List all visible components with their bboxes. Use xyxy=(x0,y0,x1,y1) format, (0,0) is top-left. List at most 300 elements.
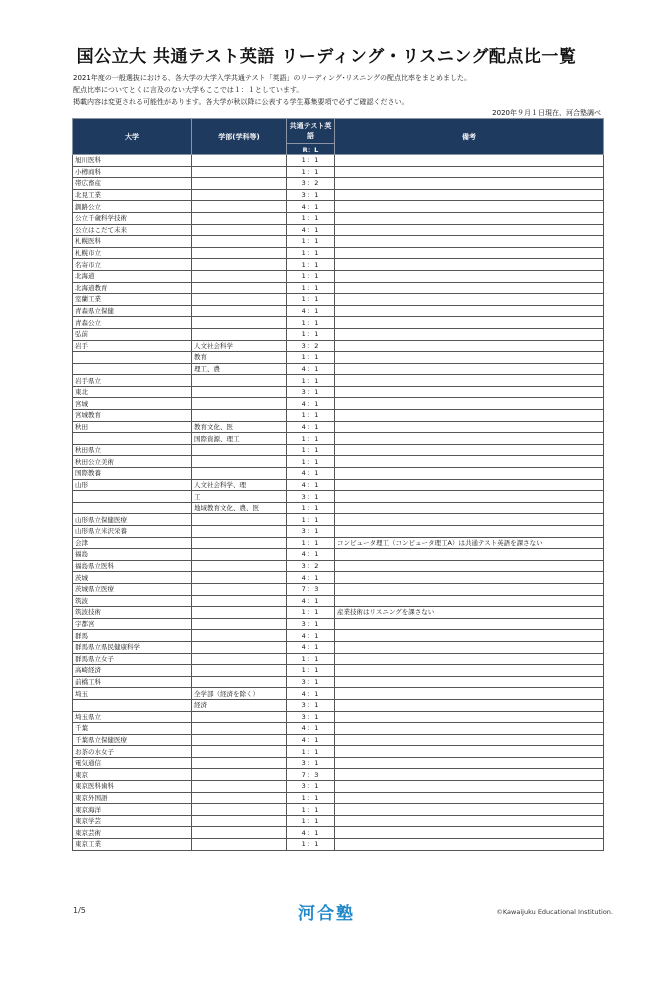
table-row xyxy=(73,421,604,433)
cell-ratio: 1：1 xyxy=(287,839,335,851)
page-number: 1/5 xyxy=(73,906,86,915)
cell-university: 福島 xyxy=(73,549,192,561)
cell-faculty xyxy=(192,410,287,422)
cell-university: 岩手 xyxy=(73,340,192,352)
intro-text xyxy=(73,72,471,108)
table-row xyxy=(73,386,604,398)
cell-faculty xyxy=(192,294,287,306)
cell-ratio: 1：1 xyxy=(287,328,335,340)
table-row xyxy=(73,839,604,851)
cell-university: 東京医科歯科 xyxy=(73,781,192,793)
cell-faculty xyxy=(192,212,287,224)
cell-ratio: 1：1 xyxy=(287,665,335,677)
cell-faculty: 人文社会科学、理 xyxy=(192,479,287,491)
cell-notes xyxy=(335,224,604,236)
cell-university: 筑波 xyxy=(73,595,192,607)
cell-notes xyxy=(335,410,604,422)
cell-faculty xyxy=(192,827,287,839)
cell-university: 高崎経済 xyxy=(73,665,192,677)
header-university: 大学 xyxy=(73,119,192,155)
cell-ratio: 1：1 xyxy=(287,456,335,468)
cell-ratio: 1：1 xyxy=(287,294,335,306)
table-row xyxy=(73,769,604,781)
table-row xyxy=(73,526,604,538)
cell-university: 東京工業 xyxy=(73,839,192,851)
cell-university: 東京海洋 xyxy=(73,804,192,816)
cell-university: 群馬 xyxy=(73,630,192,642)
intro-line: 2021年度の一般選抜における、各大学の大学入学共通テスト「英語」のリーディング･リスニングの配点比率をまとめました。 xyxy=(73,74,472,82)
table-row xyxy=(73,827,604,839)
cell-university: 茨城 xyxy=(73,572,192,584)
cell-ratio: 1：1 xyxy=(287,502,335,514)
cell-notes xyxy=(335,352,604,364)
cell-ratio: 3：2 xyxy=(287,560,335,572)
cell-ratio: 4：1 xyxy=(287,479,335,491)
cell-ratio: 4：1 xyxy=(287,421,335,433)
ratio-table xyxy=(72,118,604,851)
cell-university xyxy=(73,491,192,503)
table-row xyxy=(73,607,604,619)
cell-faculty: 人文社会科学 xyxy=(192,340,287,352)
cell-university: 会津 xyxy=(73,537,192,549)
table-row xyxy=(73,537,604,549)
cell-ratio: 4：1 xyxy=(287,201,335,213)
cell-faculty xyxy=(192,282,287,294)
cell-faculty xyxy=(192,583,287,595)
cell-university: 千葉 xyxy=(73,723,192,735)
table-row xyxy=(73,665,604,677)
cell-ratio: 1：1 xyxy=(287,444,335,456)
cell-notes xyxy=(335,282,604,294)
cell-university: 東京学芸 xyxy=(73,815,192,827)
cell-university: 国際教養 xyxy=(73,468,192,480)
cell-faculty: 地域教育文化、農、医 xyxy=(192,502,287,514)
cell-university: 北海道 xyxy=(73,270,192,282)
cell-faculty xyxy=(192,746,287,758)
cell-notes xyxy=(335,386,604,398)
cell-ratio: 3：1 xyxy=(287,757,335,769)
cell-ratio: 3：1 xyxy=(287,386,335,398)
table-row xyxy=(73,294,604,306)
cell-faculty xyxy=(192,270,287,282)
cell-faculty xyxy=(192,178,287,190)
cell-ratio: 4：1 xyxy=(287,641,335,653)
cell-faculty xyxy=(192,236,287,248)
cell-ratio: 3：1 xyxy=(287,189,335,201)
cell-faculty xyxy=(192,166,287,178)
cell-notes xyxy=(335,688,604,700)
cell-notes xyxy=(335,711,604,723)
cell-faculty xyxy=(192,305,287,317)
cell-ratio: 1：1 xyxy=(287,352,335,364)
cell-faculty: 工 xyxy=(192,491,287,503)
page-title: 国公立大 共通テスト英語 リーディング・リスニング配点比一覧 xyxy=(76,47,577,67)
cell-university: 秋田公立美術 xyxy=(73,456,192,468)
cell-ratio: 1：1 xyxy=(287,815,335,827)
cell-notes xyxy=(335,433,604,445)
cell-ratio: 4：1 xyxy=(287,224,335,236)
cell-notes xyxy=(335,746,604,758)
cell-university xyxy=(73,433,192,445)
cell-ratio: 1：1 xyxy=(287,166,335,178)
cell-faculty xyxy=(192,259,287,271)
cell-university xyxy=(73,699,192,711)
cell-university: 青森公立 xyxy=(73,317,192,329)
table-row xyxy=(73,653,604,665)
cell-university: 青森県立保健 xyxy=(73,305,192,317)
table-row xyxy=(73,676,604,688)
cell-notes xyxy=(335,178,604,190)
cell-university: 秋田 xyxy=(73,421,192,433)
cell-university: 千葉県立保健医療 xyxy=(73,734,192,746)
table-body xyxy=(73,155,604,851)
cell-university: 小樽商科 xyxy=(73,166,192,178)
cell-ratio: 1：1 xyxy=(287,607,335,619)
table-row xyxy=(73,166,604,178)
cell-notes xyxy=(335,653,604,665)
table-row xyxy=(73,502,604,514)
intro-line: 掲載内容は変更される可能性があります。各大学が秋以降に公表する学生募集要項で必ずご確認ください。 xyxy=(73,98,409,106)
cell-university: 室蘭工業 xyxy=(73,294,192,306)
cell-ratio: 4：1 xyxy=(287,363,335,375)
table-row xyxy=(73,757,604,769)
cell-university: 帯広畜産 xyxy=(73,178,192,190)
cell-ratio: 3：1 xyxy=(287,781,335,793)
cell-notes xyxy=(335,560,604,572)
cell-ratio: 1：1 xyxy=(287,410,335,422)
cell-university xyxy=(73,363,192,375)
cell-university: 公立千歳科学技術 xyxy=(73,212,192,224)
cell-notes xyxy=(335,317,604,329)
header-notes: 備考 xyxy=(335,119,604,155)
cell-notes xyxy=(335,363,604,375)
cell-faculty: 全学部（経済を除く） xyxy=(192,688,287,700)
cell-ratio: 4：1 xyxy=(287,305,335,317)
cell-notes xyxy=(335,468,604,480)
table-row xyxy=(73,410,604,422)
cell-university: 釧路公立 xyxy=(73,201,192,213)
copyright: ©Kawaijuku Educational Institution. xyxy=(496,908,613,916)
cell-faculty: 理工、農 xyxy=(192,363,287,375)
table-row xyxy=(73,201,604,213)
cell-university: 札幌市立 xyxy=(73,247,192,259)
cell-university: 筑波技術 xyxy=(73,607,192,619)
table-row xyxy=(73,398,604,410)
cell-university: お茶の水女子 xyxy=(73,746,192,758)
table-row xyxy=(73,479,604,491)
table-row xyxy=(73,247,604,259)
cell-university: 東北 xyxy=(73,386,192,398)
table-row xyxy=(73,305,604,317)
cell-ratio: 7：3 xyxy=(287,769,335,781)
cell-faculty xyxy=(192,386,287,398)
cell-faculty xyxy=(192,815,287,827)
cell-faculty xyxy=(192,560,287,572)
cell-notes xyxy=(335,641,604,653)
cell-faculty xyxy=(192,723,287,735)
cell-notes xyxy=(335,827,604,839)
cell-notes xyxy=(335,212,604,224)
table-row xyxy=(73,352,604,364)
table-row xyxy=(73,236,604,248)
cell-faculty xyxy=(192,514,287,526)
cell-faculty xyxy=(192,201,287,213)
intro-line: 配点比率についてとくに言及のない大学もここでは１：１としています。 xyxy=(73,86,304,94)
cell-faculty xyxy=(192,757,287,769)
cell-notes xyxy=(335,734,604,746)
cell-ratio: 1：1 xyxy=(287,433,335,445)
table-row xyxy=(73,572,604,584)
cell-faculty: 教育文化、医 xyxy=(192,421,287,433)
table-row xyxy=(73,804,604,816)
cell-ratio: 1：1 xyxy=(287,259,335,271)
cell-university: 群馬県立女子 xyxy=(73,653,192,665)
cell-notes xyxy=(335,792,604,804)
cell-faculty: 経済 xyxy=(192,699,287,711)
cell-university: 山形県立米沢栄養 xyxy=(73,526,192,538)
cell-ratio: 3：1 xyxy=(287,699,335,711)
table-row xyxy=(73,723,604,735)
cell-university: 東京外国語 xyxy=(73,792,192,804)
table-row xyxy=(73,375,604,387)
cell-ratio: 1：1 xyxy=(287,537,335,549)
cell-university: 宮城教育 xyxy=(73,410,192,422)
table-row xyxy=(73,270,604,282)
cell-faculty xyxy=(192,317,287,329)
cell-faculty xyxy=(192,155,287,167)
cell-faculty: 国際資源、理工 xyxy=(192,433,287,445)
cell-university: 福島県立医科 xyxy=(73,560,192,572)
table-row xyxy=(73,630,604,642)
cell-faculty xyxy=(192,665,287,677)
cell-notes xyxy=(335,757,604,769)
table-row xyxy=(73,781,604,793)
cell-faculty xyxy=(192,375,287,387)
cell-ratio: 4：1 xyxy=(287,398,335,410)
cell-faculty: 教育 xyxy=(192,352,287,364)
cell-notes xyxy=(335,769,604,781)
cell-faculty xyxy=(192,537,287,549)
cell-notes: コンピュータ理工（コンピュータ理工A）は共通テスト英語を課さない xyxy=(335,537,604,549)
cell-ratio: 4：1 xyxy=(287,688,335,700)
cell-notes xyxy=(335,247,604,259)
header-ratio-sub: R：L xyxy=(287,144,335,155)
cell-ratio: 1：1 xyxy=(287,375,335,387)
cell-ratio: 3：1 xyxy=(287,676,335,688)
cell-university: 前橋工科 xyxy=(73,676,192,688)
cell-notes xyxy=(335,676,604,688)
cell-notes xyxy=(335,491,604,503)
cell-ratio: 1：1 xyxy=(287,270,335,282)
cell-university xyxy=(73,502,192,514)
cell-notes xyxy=(335,781,604,793)
cell-notes: 産業技術はリスニングを課さない xyxy=(335,607,604,619)
cell-faculty xyxy=(192,398,287,410)
cell-ratio: 4：1 xyxy=(287,549,335,561)
cell-faculty xyxy=(192,781,287,793)
cell-faculty xyxy=(192,224,287,236)
cell-notes xyxy=(335,398,604,410)
cell-notes xyxy=(335,305,604,317)
table-row xyxy=(73,583,604,595)
cell-faculty xyxy=(192,549,287,561)
cell-ratio: 4：1 xyxy=(287,630,335,642)
cell-faculty xyxy=(192,792,287,804)
table-row xyxy=(73,433,604,445)
table-row xyxy=(73,363,604,375)
cell-university: 東京芸術 xyxy=(73,827,192,839)
cell-faculty xyxy=(192,711,287,723)
cell-university: 札幌医科 xyxy=(73,236,192,248)
header-test: 共通テスト英語 xyxy=(287,119,335,144)
cell-faculty xyxy=(192,526,287,538)
cell-ratio: 1：1 xyxy=(287,792,335,804)
header-faculty: 学部(学科等) xyxy=(192,119,287,155)
cell-notes xyxy=(335,328,604,340)
table-row xyxy=(73,792,604,804)
cell-ratio: 4：1 xyxy=(287,572,335,584)
table-row xyxy=(73,444,604,456)
cell-faculty xyxy=(192,456,287,468)
table-row xyxy=(73,491,604,503)
cell-ratio: 4：1 xyxy=(287,734,335,746)
cell-university: 東京 xyxy=(73,769,192,781)
cell-university: 宇都宮 xyxy=(73,618,192,630)
table-row xyxy=(73,699,604,711)
cell-ratio: 3：1 xyxy=(287,618,335,630)
cell-notes xyxy=(335,155,604,167)
cell-notes xyxy=(335,259,604,271)
cell-university: 電気通信 xyxy=(73,757,192,769)
cell-ratio: 7：3 xyxy=(287,583,335,595)
cell-faculty xyxy=(192,468,287,480)
cell-university: 旭川医科 xyxy=(73,155,192,167)
cell-university: 山形県立保健医療 xyxy=(73,514,192,526)
cell-ratio: 4：1 xyxy=(287,723,335,735)
table-row xyxy=(73,282,604,294)
cell-faculty xyxy=(192,618,287,630)
table-row xyxy=(73,560,604,572)
cell-notes xyxy=(335,595,604,607)
cell-ratio: 1：1 xyxy=(287,155,335,167)
cell-ratio: 1：1 xyxy=(287,317,335,329)
cell-university: 埼玉 xyxy=(73,688,192,700)
cell-university: 弘前 xyxy=(73,328,192,340)
cell-notes xyxy=(335,514,604,526)
cell-ratio: 3：1 xyxy=(287,711,335,723)
cell-notes xyxy=(335,665,604,677)
date-note: 2020年９月１日現在、河合塾調べ xyxy=(492,109,601,117)
cell-notes xyxy=(335,294,604,306)
cell-university: 茨城県立医療 xyxy=(73,583,192,595)
cell-ratio: 1：1 xyxy=(287,247,335,259)
cell-notes xyxy=(335,421,604,433)
cell-notes xyxy=(335,572,604,584)
table-row xyxy=(73,514,604,526)
cell-faculty xyxy=(192,444,287,456)
cell-ratio: 1：1 xyxy=(287,804,335,816)
cell-university: 北海道教育 xyxy=(73,282,192,294)
table-row xyxy=(73,618,604,630)
cell-ratio: 4：1 xyxy=(287,468,335,480)
cell-ratio: 3：2 xyxy=(287,178,335,190)
cell-notes xyxy=(335,815,604,827)
cell-ratio: 1：1 xyxy=(287,236,335,248)
table-row xyxy=(73,328,604,340)
table-row xyxy=(73,456,604,468)
cell-faculty xyxy=(192,630,287,642)
cell-notes xyxy=(335,444,604,456)
cell-ratio: 4：1 xyxy=(287,827,335,839)
cell-faculty xyxy=(192,839,287,851)
table-row xyxy=(73,815,604,827)
cell-notes xyxy=(335,549,604,561)
cell-faculty xyxy=(192,572,287,584)
table-row xyxy=(73,641,604,653)
cell-faculty xyxy=(192,595,287,607)
cell-faculty xyxy=(192,328,287,340)
cell-ratio: 3：1 xyxy=(287,491,335,503)
cell-notes xyxy=(335,340,604,352)
cell-ratio: 1：1 xyxy=(287,653,335,665)
cell-faculty xyxy=(192,676,287,688)
cell-faculty xyxy=(192,734,287,746)
cell-faculty xyxy=(192,769,287,781)
cell-notes xyxy=(335,723,604,735)
cell-university: 宮城 xyxy=(73,398,192,410)
cell-faculty xyxy=(192,607,287,619)
cell-notes xyxy=(335,618,604,630)
cell-notes xyxy=(335,479,604,491)
cell-university: 北見工業 xyxy=(73,189,192,201)
cell-university: 山形 xyxy=(73,479,192,491)
table-row xyxy=(73,212,604,224)
table-row xyxy=(73,734,604,746)
cell-ratio: 1：1 xyxy=(287,282,335,294)
table-row xyxy=(73,468,604,480)
cell-faculty xyxy=(192,247,287,259)
table-row xyxy=(73,549,604,561)
cell-notes xyxy=(335,502,604,514)
cell-notes xyxy=(335,456,604,468)
cell-notes xyxy=(335,236,604,248)
cell-ratio: 3：1 xyxy=(287,526,335,538)
cell-notes xyxy=(335,375,604,387)
cell-faculty xyxy=(192,804,287,816)
cell-university: 秋田県立 xyxy=(73,444,192,456)
cell-notes xyxy=(335,630,604,642)
table-row xyxy=(73,595,604,607)
table-row xyxy=(73,155,604,167)
kawaijuku-logo: 河合塾 xyxy=(298,904,355,924)
cell-faculty xyxy=(192,189,287,201)
cell-ratio: 4：1 xyxy=(287,595,335,607)
cell-notes xyxy=(335,166,604,178)
cell-notes xyxy=(335,270,604,282)
table-row xyxy=(73,688,604,700)
table-row xyxy=(73,746,604,758)
cell-notes xyxy=(335,804,604,816)
cell-faculty xyxy=(192,653,287,665)
cell-university xyxy=(73,352,192,364)
cell-university: 群馬県立県民健康科学 xyxy=(73,641,192,653)
table-row xyxy=(73,224,604,236)
table-row xyxy=(73,178,604,190)
cell-ratio: 1：1 xyxy=(287,746,335,758)
cell-faculty xyxy=(192,641,287,653)
cell-ratio: 3：2 xyxy=(287,340,335,352)
table-row xyxy=(73,711,604,723)
